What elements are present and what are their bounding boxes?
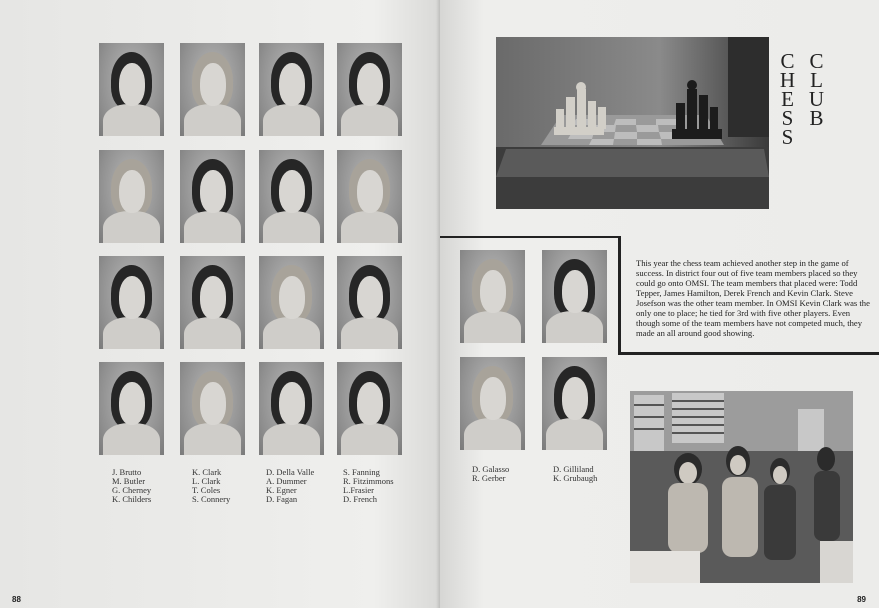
student-name: S. Connery xyxy=(192,494,231,504)
student-name: R. Fitzimmons xyxy=(343,476,394,486)
student-portrait xyxy=(542,250,607,343)
student-name: A. Dummer xyxy=(266,476,307,486)
student-portrait xyxy=(99,256,164,349)
name-column-5 xyxy=(472,465,509,483)
student-portrait xyxy=(460,250,525,343)
student-portrait xyxy=(337,362,402,455)
name-column-1 xyxy=(112,468,151,504)
student-portrait xyxy=(259,362,324,455)
right-page xyxy=(440,0,879,608)
student-portrait xyxy=(337,150,402,243)
student-portrait xyxy=(180,43,245,136)
student-name: K. Egner xyxy=(266,485,297,495)
student-name: J. Brutto xyxy=(112,467,142,477)
student-name: S. Fanning xyxy=(343,467,380,477)
student-portrait xyxy=(99,362,164,455)
page-number-right: 89 xyxy=(857,595,866,604)
story-text: This year the chess team achieved another step in the game of success. In district four out of five team members placed so they could go onto OMSI. The team members that placed were: Todd Tepper, James Hamilton, Derek French and Kevin Clark. Steve Josefson was the other team member. In OMSI Kevin Clark was the only one to place; he tied for 3rd with five other players. Even though some of the team members have not competed much, they made an all around good showing. xyxy=(636,258,870,338)
student-name: L.Frasier xyxy=(343,485,374,495)
name-column-2 xyxy=(192,468,230,504)
club-title: C L U B xyxy=(808,49,826,130)
student-name: D. French xyxy=(343,494,377,504)
student-portrait xyxy=(180,150,245,243)
student-portrait xyxy=(460,357,525,450)
student-name: G. Cherney xyxy=(112,485,152,495)
frame-bottom-line xyxy=(618,352,879,355)
student-portrait xyxy=(99,43,164,136)
student-name: D. Della Valle xyxy=(266,467,315,477)
student-name: L. Clark xyxy=(192,476,221,486)
student-name: K. Grubaugh xyxy=(553,473,598,483)
student-portrait xyxy=(99,150,164,243)
chess-board-photo xyxy=(496,37,769,209)
name-column-3 xyxy=(266,468,314,504)
student-name: D. Gilliland xyxy=(553,464,594,474)
student-portrait xyxy=(337,256,402,349)
student-portrait xyxy=(180,362,245,455)
page-number-left: 88 xyxy=(12,595,21,604)
student-portrait xyxy=(337,43,402,136)
name-column-6 xyxy=(553,465,597,483)
student-name: T. Coles xyxy=(192,485,221,495)
student-name: M. Butler xyxy=(112,476,146,486)
student-name: D. Galasso xyxy=(472,464,510,474)
chess-title: C H E S S xyxy=(779,49,797,149)
student-portrait xyxy=(259,43,324,136)
student-name: D. Fagan xyxy=(266,494,298,504)
student-name: K. Childers xyxy=(112,494,152,504)
student-portrait xyxy=(180,256,245,349)
student-portrait xyxy=(542,357,607,450)
club-candid-photo xyxy=(630,391,853,583)
student-portrait xyxy=(259,256,324,349)
student-name: R. Gerber xyxy=(472,473,506,483)
name-column-4 xyxy=(343,468,394,504)
student-portrait xyxy=(259,150,324,243)
student-name: K. Clark xyxy=(192,467,222,477)
